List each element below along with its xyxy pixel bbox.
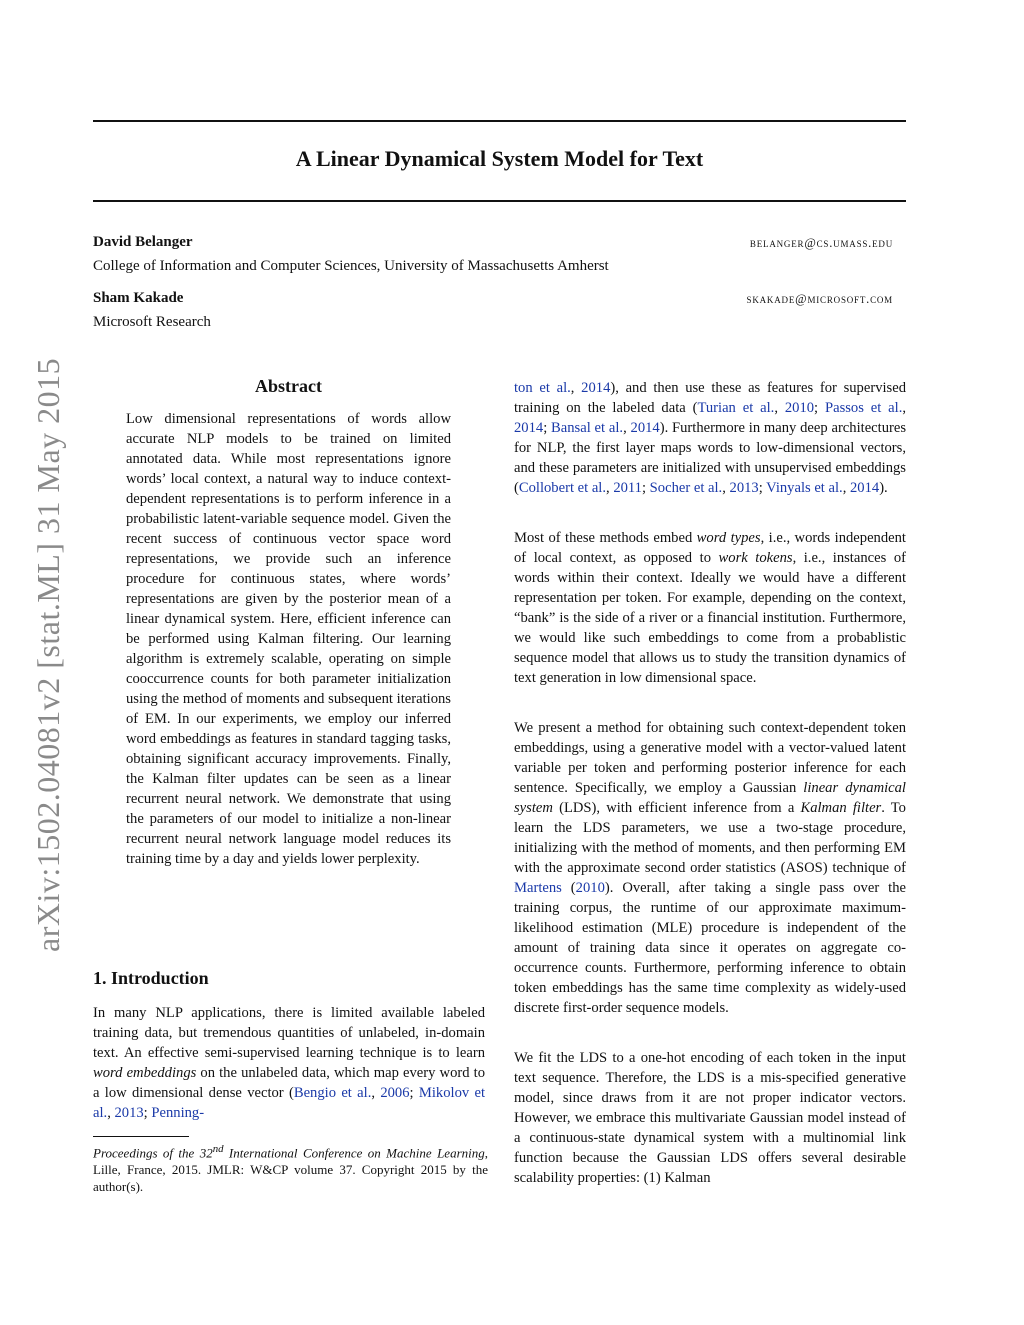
citation-link[interactable]: 2014 [850,480,880,496]
abstract-heading: Abstract [255,376,322,396]
citation-link[interactable]: Passos et al. [824,400,903,416]
title-rule-bottom [93,200,906,202]
citation-link[interactable]: Collobert et al. [518,480,607,496]
citation-link[interactable]: Vinyals et al. [766,480,843,496]
author-affiliation: Microsoft Research [93,314,211,330]
author-name: Sham Kakade [93,290,184,306]
citation-link[interactable]: 2010 [784,400,815,416]
footnote-rule [93,1136,189,1137]
citation-link[interactable]: 2014 [630,420,660,436]
citation-link[interactable]: 2006 [380,1085,410,1101]
citation-link[interactable]: Martens [514,880,562,896]
citation-link[interactable]: 2014 [514,420,544,436]
author-affiliation: College of Information and Computer Sciences, University of Massachusetts Amherst [93,258,609,274]
intro-paragraph: Most of these methods embed word types, i.e., words independent of local context, as opposed to work tokens, i.e., instances of words within their context. Ideally we would have a different representation per token. For example, depending on the context, “bank” is the side of a river or a financial institution. Furthermore, we would like such embeddings to come from a probablistic sequence model that allows us to study the transition dynamics of text generation in low dimensional space. [514,530,906,686]
title-rule-top [93,120,906,122]
abstract-body: Low dimensional representations of words allow accurate NLP models to be trained on limited annotated data. While most representations ignore words’ local context, a natural way to induce context-dependent representations is to perform inference in a probabilistic latent-variable sequence model. Given the recent success of continuous vector space word representations, we provide such an inference procedure for continuous states, where words’ representations are given by the posterior mean of a linear dynamical system. Here, efficient inference can be performed using Kalman filtering. Our learning algorithm is extremely scalable, operating on simple cooccurrence counts for both parameter initialization using the method of moments and subsequent iterations of EM. In our experiments, we employ our inferred word embeddings as features in standard tagging tasks, obtaining significant accuracy improvements. Finally, the Kalman filter updates can be seen as a linear recurrent neural network. We demonstrate that using the parameters of our model to initialize a non-linear recurrent neural network language model reduces its training time by a day and yields lower perplexity. [126,411,451,867]
citation-link[interactable]: Bansal et al. [551,420,624,436]
author-name: David Belanger [93,234,193,250]
citation-link[interactable]: Penning- [151,1105,205,1121]
citation-link[interactable]: Socher et al. [649,480,723,496]
citation-link[interactable]: 2010 [575,880,605,896]
citation-link[interactable]: 2013 [114,1105,144,1121]
citation-link[interactable]: 2013 [729,480,759,496]
author-email: skakade@microsoft.com [746,292,893,306]
citation-link[interactable]: Mikolov et al. [93,1085,486,1121]
citation-link[interactable]: ton et al. [514,380,571,396]
citation-link[interactable]: Bengio et al. [293,1085,372,1101]
intro-paragraph: In many NLP applications, there is limited available labeled training data, but tremendous quantities of unlabeled, in-domain text. An effective semi-supervised learning technique is to learn word embeddings on the unlabeled data, which map every word to a low dimensional dense vector (Bengio et al., 2006; Mikolov et al., 2013; Penning- [93,1005,486,1121]
author-email: belanger@cs.umass.edu [749,236,893,250]
intro-paragraph: We present a method for obtaining such context-dependent token embeddings, using a generative model with a vector-valued latent variable per token and performing posterior inference for each sentence. Specifically, we employ a Gaussian linear dynamical system (LDS), with efficient inference from a Kalman filter. To learn the LDS parameters, we use a two-stage procedure, initializing with the method of moments, and then performing EM with the approximate second order statistics (ASOS) technique of Martens (2010). Overall, after taking a single pass over the training corpus, the runtime of our approximate maximum-likelihood estimation (MLE) procedure is independent of the amount of training data since it operates on aggregate co-occurrence counts. Furthermore, performing inference to obtain token embeddings has the same time complexity as widely-used discrete first-order sequence models. [514,720,906,1016]
citation-link[interactable]: 2014 [581,380,611,396]
arxiv-identifier-stamp: arXiv:1502.04081v2 [stat.ML] 31 May 2015 [30,357,66,952]
footnote-proceedings: Proceedings of the 32nd International Conference on Machine Learning, Lille, France, 2015. JMLR: W&CP volume 37. Copyright 2015 by the author(s). [93,1143,488,1195]
citation-link[interactable]: Turian et al. [697,400,775,416]
paper-title: A Linear Dynamical System Model for Text [295,146,704,171]
intro-paragraph: ton et al., 2014), and then use these as features for supervised training on the labeled data (Turian et al., 2010; Passos et al., 2014; Bansal et al., 2014). Furthermore in many deep architectures for NLP, the first layer maps words to low-dimensional vectors, and these parameters are initialized with unsupervised embeddings (Collobert et al., 2011; Socher et al., 2013; Vinyals et al., 2014). [514,380,907,496]
citation-link[interactable]: 2011 [613,480,642,496]
intro-paragraph: We fit the LDS to a one-hot encoding of each token in the input text sequence. Therefore, the LDS is a mis-specified generative model, since draws from it are not proper indicator vectors. However, we embrace this multivariate Gaussian model instead of a continuous-state dynamical system with a multinomial link function because the Gaussian LDS offers several desirable scalability properties: (1) Kalman [514,1050,906,1186]
section-heading-introduction: 1. Introduction [93,968,209,988]
